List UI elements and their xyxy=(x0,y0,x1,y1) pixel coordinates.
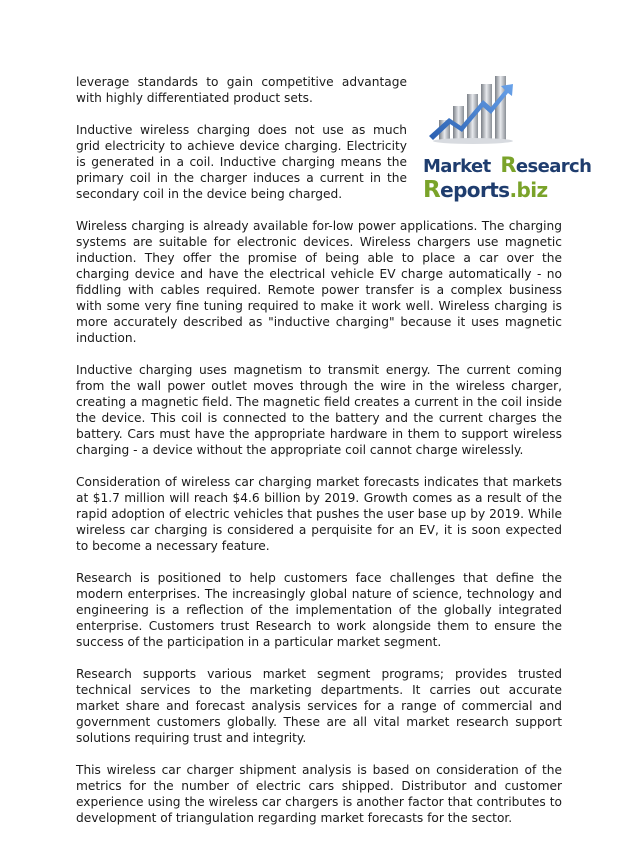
paragraph: leverage standards to gain competitive advantage with highly differentiated product sets. xyxy=(76,75,407,105)
logo-word-research: esearch xyxy=(515,156,592,177)
logo-suffix-biz: .biz xyxy=(509,178,548,202)
svg-text:Market Research xyxy=(423,153,591,177)
paragraph: Wireless charging is already available for-low power applications. The charging systems are suitable for electronic devices. Wireless chargers use magnetic induction. They offer the promise of being able to place a car over the charging device and have the electrical vehicle EV charge automatically - no fiddling with cables required. Remote power transfer is a complex business with some very fine tuning required to make it work well. Wireless charging is more accurately described as "inductive charging" because it uses magnetic induction. xyxy=(76,219,562,345)
paragraph: Research is positioned to help customers face challenges that define the modern enterprises. The increasingly global nature of science, technology and engineering is a reflection of the implementation of the globally integrated enterprise. Customers trust Research to work alongside them to ensure the success of the participation in a particular market segment. xyxy=(76,571,562,649)
logo-word-reports: eports xyxy=(440,178,510,202)
paragraph: Inductive wireless charging does not use as much grid electricity to achieve device charging. Electricity is generated in a coil. Inductive charging means the primary coil in the charger induces a current in the secondary coil in the device being charged. xyxy=(76,123,407,201)
logo-r-initial-2: R xyxy=(423,177,441,203)
market-research-reports-logo xyxy=(417,74,592,206)
logo-word-market: Market xyxy=(423,156,491,177)
paragraph: Consideration of wireless car charging market forecasts indicates that markets at $1.7 million will reach $4.6 billion by 2019. Growth comes as a result of the rapid adoption of electric vehicles that pushes the user base up by 2019. While wireless car charging is considered a perquisite for an EV, it is soon expected to become a necessary feature. xyxy=(76,475,562,553)
chart-bars-icon xyxy=(433,76,513,144)
paragraph: This wireless car charger shipment analysis is based on consideration of the metrics for the number of electric cars shipped. Distributor and customer experience using the wireless car chargers is another factor that contributes to development of triangulation regarding market forecasts for the sector. xyxy=(76,763,562,825)
document-body xyxy=(76,74,592,842)
paragraph: Research supports various market segment programs; provides trusted technical services to the marketing departments. It carries out accurate market share and forecast analysis services for a range of commercial and government customers globally. These are all vital market research support solutions requiring trust and integrity. xyxy=(76,667,562,745)
svg-text:Reports.biz xyxy=(423,177,548,203)
paragraph: Inductive charging uses magnetism to transmit energy. The current coming from the wall power outlet moves through the wire in the wireless charger, creating a magnetic field. The magnetic field creates a current in the coil inside the device. This coil is connected to the battery and the current charges the battery. Cars must have the appropriate hardware in them to support wireless charging - a device without the appropriate coil cannot charge wirelessly. xyxy=(76,363,562,457)
logo-r-initial: R xyxy=(500,153,516,177)
